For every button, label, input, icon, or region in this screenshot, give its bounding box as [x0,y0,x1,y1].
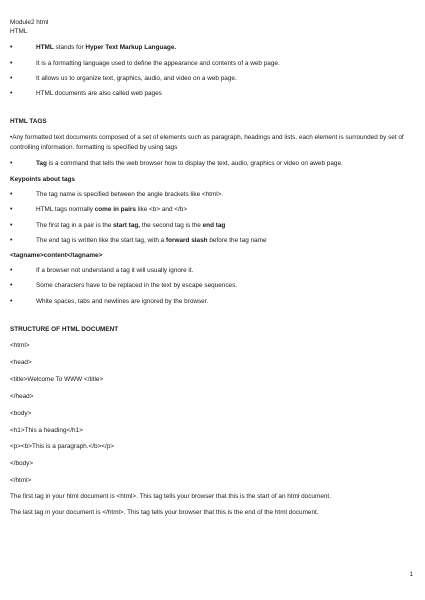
bullet-icon: • [10,90,13,98]
document-page [10,18,415,517]
page-title: HTML [10,28,28,36]
code-line: </head> [10,392,34,400]
bullet-icon: • [10,59,13,67]
code-line: <h1>This a heading</h1> [10,426,83,434]
code-line: <head> [10,358,32,366]
list-item: • The tag name is specified between the angle brackets like <html>. [10,191,224,199]
page-number: 1 [409,571,413,578]
list-item: • It allows us to organize text, graphics, audio, and video on a web page. [10,74,237,82]
closing-paragraph-1: The first tag in your html document is <html>. This tag tells your browser that this is the start of an html document. [10,493,331,501]
list-item: • The end tag is written like the start tag, with a forward slash before the tag name [10,236,267,244]
module-label: Module2 html [10,19,49,26]
code-line: <p><b>This is a paragraph.</b></p> [10,443,115,451]
keypoints-heading: Keypoints about tags [10,176,75,184]
code-line: <html> [10,342,30,350]
code-block [10,341,415,485]
bullet-icon: • [10,297,13,305]
bullet-icon: • [10,221,13,229]
list-item: • Tag is a command that tells the web browser how to display the text, audio, graphics or video on aweb page. [10,159,343,167]
closing-paragraph-2: The last tag in your document is </html>. This tag tells your browser that this is the end of the html document. [10,509,319,517]
list-item: • The first tag in a pair is the start tag, the second tag is the end tag [10,221,226,229]
code-line: </html> [10,477,32,485]
more-points-list [10,266,415,306]
list-item: • HTML stands for Hyper Text Markup Language. [10,44,177,52]
bullet-icon: • [10,44,13,52]
list-item: • White spaces, tabs and newlines are ignored by the browser. [10,297,209,305]
code-line: </body> [10,460,34,468]
list-item: • It is a formatting language used to define the appearance and contents of a web page. [10,59,280,67]
code-line: <body> [10,409,32,417]
list-item: • HTML documents are also called web pages [10,90,162,98]
section-heading-structure: STRUCTURE OF HTML DOCUMENT [10,325,119,333]
intro-bullet-list [10,43,415,98]
bullet-icon: • [10,236,13,244]
bullet-icon: • [10,206,13,214]
bullet-icon: • [10,191,13,199]
bullet-icon: • [10,282,13,290]
tags-paragraph: •Any formatted text documents composed of a set of elements such as paragraph, headings and lists. each element is surrounded by set of controlling information. formatting is specified by using tags [10,134,404,151]
tagname-syntax: <tagname>content</tagname> [10,252,103,260]
list-item: • Some characters have to be replaced in the text by escape sequences. [10,282,238,290]
list-item: • If a browser not understand a tag it will usually ignore it. [10,267,194,275]
section-heading-html-tags: HTML TAGS [10,118,47,126]
code-line: <title>Welcome To WWW </title> [10,375,104,383]
keypoints-list [10,190,415,245]
bullet-icon: • [10,159,13,167]
bullet-icon: • [10,74,13,82]
bullet-icon: • [10,267,13,275]
list-item: • HTML tags normally come in pairs like <b> and </b> [10,206,188,214]
